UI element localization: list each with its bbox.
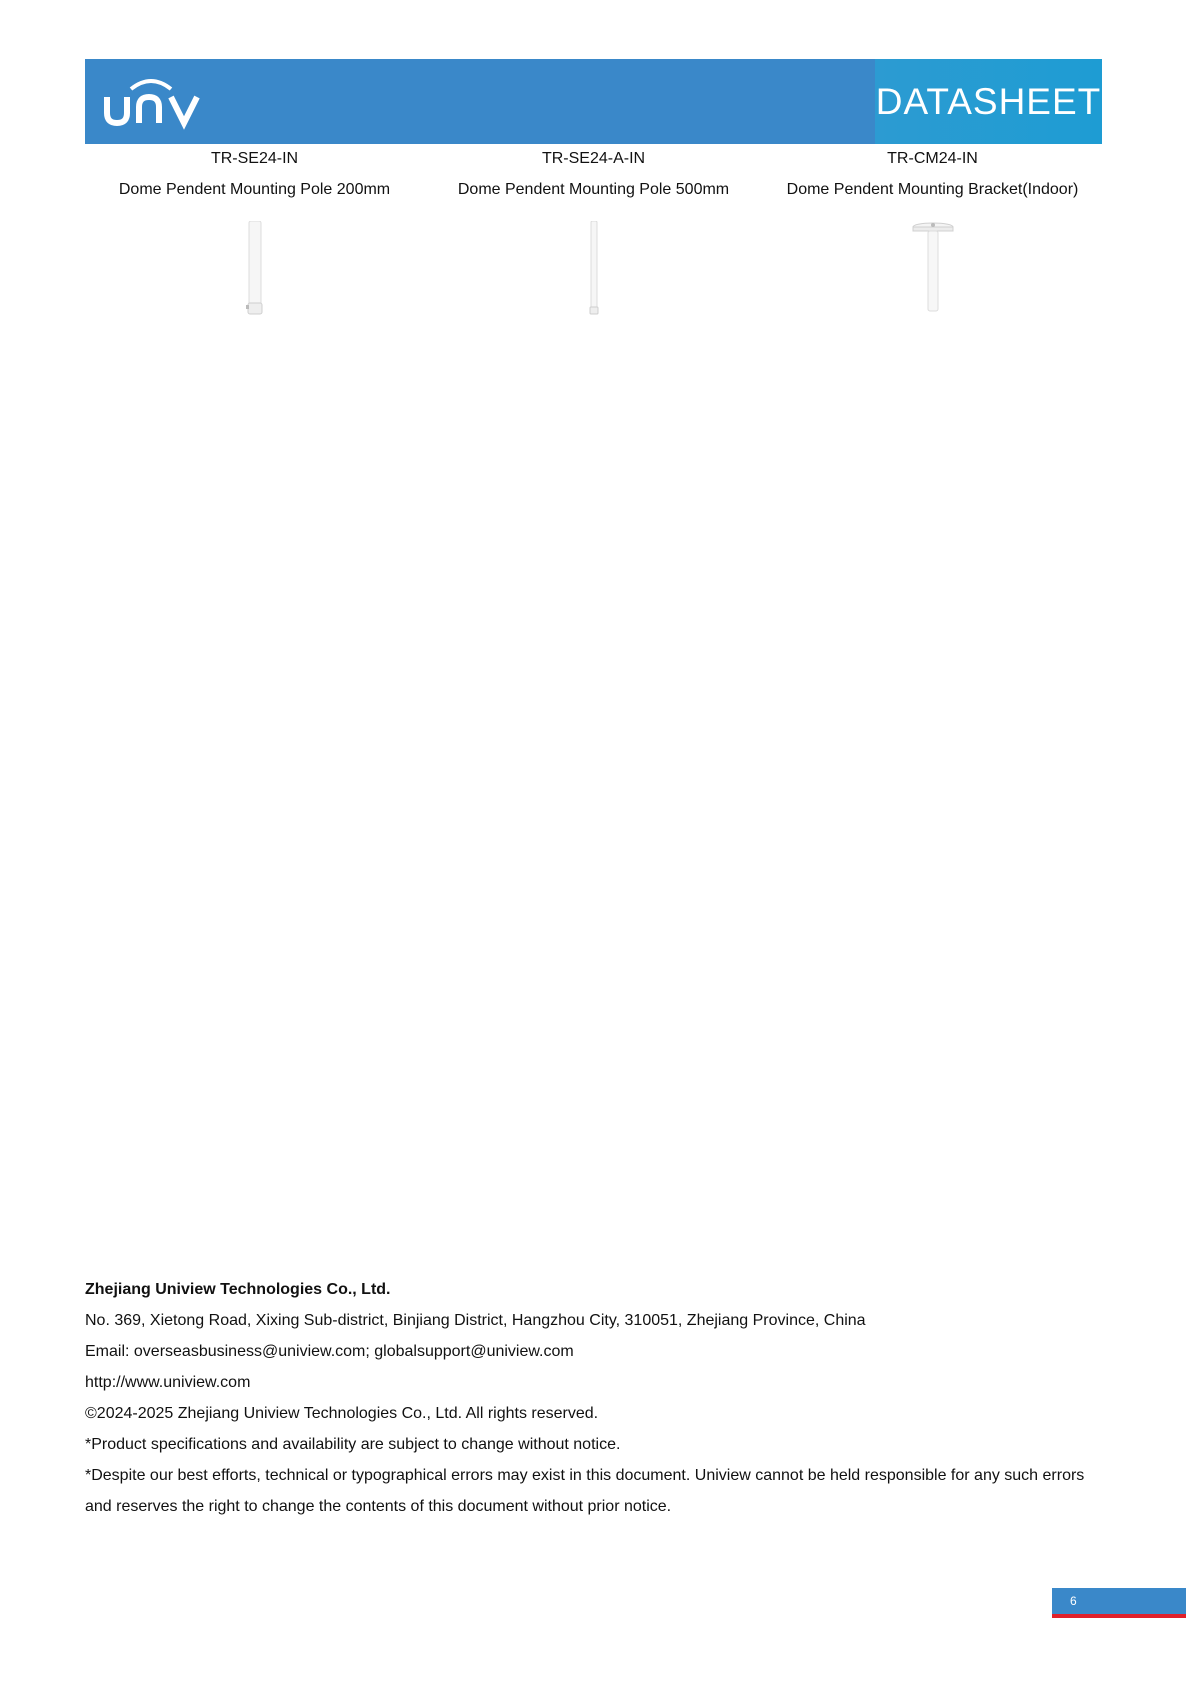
page-number-box bbox=[1052, 1588, 1186, 1618]
product-description: Dome Pendent Mounting Pole 500mm bbox=[457, 181, 730, 198]
footer-contact bbox=[85, 1274, 1115, 1522]
company-address: No. 369, Xietong Road, Xixing Sub-district, Binjiang District, Hangzhou City, 310051, Zhejiang Province, China bbox=[85, 1312, 866, 1329]
product-model: TR-CM24-IN bbox=[887, 150, 978, 167]
mounting-pole-200-icon bbox=[245, 221, 265, 316]
product-description: Dome Pendent Mounting Bracket(Indoor) bbox=[786, 181, 1079, 198]
product-item bbox=[424, 140, 763, 316]
unv-logo-icon bbox=[101, 75, 211, 131]
company-email: Email: overseasbusiness@uniview.com; globalsupport@uniview.com bbox=[85, 1343, 574, 1360]
product-description: Dome Pendent Mounting Pole 200mm bbox=[118, 181, 391, 198]
product-image bbox=[911, 221, 955, 316]
page-number: 6 bbox=[1070, 1594, 1077, 1608]
product-list bbox=[85, 140, 1102, 316]
company-name: Zhejiang Uniview Technologies Co., Ltd. bbox=[85, 1281, 391, 1298]
datasheet-tag: DATASHEET bbox=[875, 59, 1102, 144]
product-image bbox=[588, 221, 600, 316]
notice-errors: *Despite our best efforts, technical or typographical errors may exist in this document. Uniview cannot be held responsible for any such errors and reserves the right to change the contents of this document without prior notice. bbox=[85, 1467, 1085, 1515]
product-item bbox=[85, 140, 424, 316]
unv-logo bbox=[85, 59, 875, 144]
product-item bbox=[763, 140, 1102, 316]
mounting-pole-500-icon bbox=[588, 221, 600, 316]
company-website[interactable]: http://www.uniview.com bbox=[85, 1374, 251, 1391]
copyright: ©2024-2025 Zhejiang Uniview Technologies Co., Ltd. All rights reserved. bbox=[85, 1405, 599, 1422]
header-banner bbox=[85, 59, 1102, 144]
notice-specifications: *Product specifications and availability are subject to change without notice. bbox=[85, 1436, 621, 1453]
product-image bbox=[245, 221, 265, 316]
product-model: TR-SE24-IN bbox=[210, 150, 299, 167]
product-model: TR-SE24-A-IN bbox=[541, 150, 646, 167]
mounting-bracket-icon bbox=[911, 221, 955, 316]
